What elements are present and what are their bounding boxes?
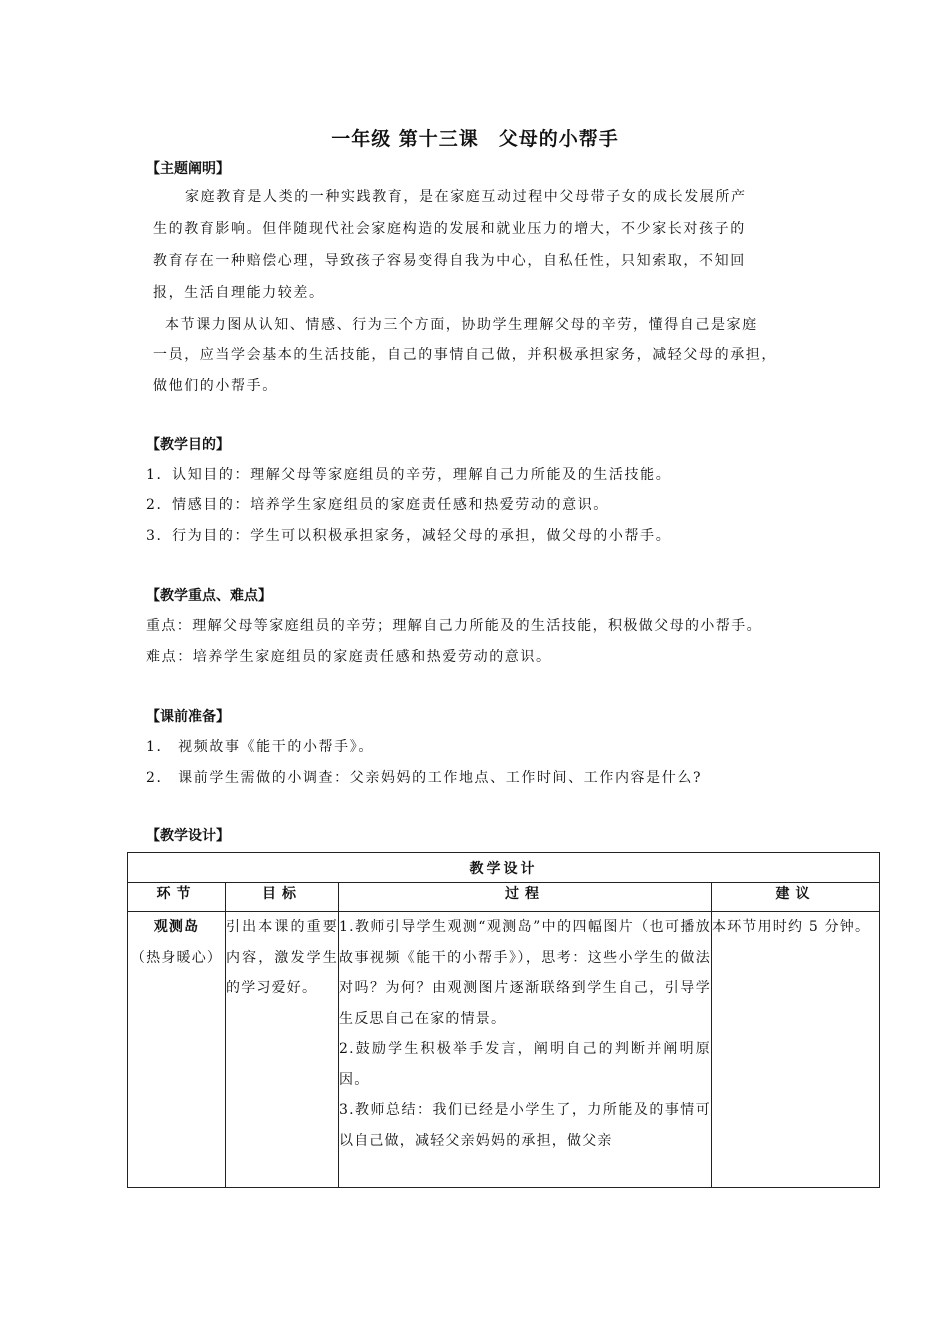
process-cell — [339, 912, 712, 1188]
preparation-heading: 【课前准备】 — [146, 709, 230, 725]
theme-line: 一员，应当学会基本的生活技能，自己的事情自己做，并积极承担家务，减轻父母的承担， — [153, 347, 777, 363]
keypoints-heading: 【教学重点、难点】 — [146, 588, 272, 604]
objective-item: 1．认知目的：理解父母等家庭组员的辛劳，理解自己力所能及的生活技能。 — [146, 467, 672, 483]
column-header-suggestion: 建议 — [712, 883, 880, 912]
process-step: 1.教师引导学生观测“观测岛”中的四幅图片（也可播放故事视频《能干的小帮手》），思考：这些小学生的做法对吗？为何？由观测图片逐渐联络到学生自己，引导学生反思自己在家的情景。 — [339, 919, 711, 1027]
process-step: 2.鼓励学生积极举手发言，阐明自己的判断并阐明原因。 — [339, 1041, 711, 1088]
design-heading: 【教学设计】 — [146, 828, 230, 844]
column-header-goal: 目标 — [226, 883, 339, 912]
table-title: 教学设计 — [128, 853, 880, 883]
process-step: 3.教师总结：我们已经是小学生了，力所能及的事情可以自己做，减轻父亲妈妈的承担，做父亲 — [339, 1102, 711, 1149]
keypoint-item: 难点：培养学生家庭组员的家庭责任感和热爱劳动的意识。 — [146, 649, 552, 665]
theme-heading: 【主题阐明】 — [146, 161, 230, 177]
column-header-process: 过程 — [339, 883, 712, 912]
objective-item: 2．情感目的：培养学生家庭组员的家庭责任感和热爱劳动的意识。 — [146, 497, 609, 513]
table-row — [128, 912, 880, 1188]
theme-line: 报，生活自理能力较差。 — [153, 285, 325, 301]
column-header-stage: 环节 — [128, 883, 226, 912]
goal-cell: 引出本课的重要内容，激发学生的学习爱好。 — [226, 912, 339, 1188]
objective-item: 3．行为目的：学生可以积极承担家务，减轻父母的承担，做父母的小帮手。 — [146, 528, 672, 544]
theme-line: 教育存在一种赔偿心理，导致孩子容易变得自我为中心，自私任性，只知索取，不知回 — [153, 253, 746, 269]
theme-line: 做他们的小帮手。 — [153, 378, 278, 394]
page-title: 一年级 第十三课 父母的小帮手 — [331, 128, 619, 150]
teaching-design-table — [127, 852, 880, 1188]
stage-subtitle: （热身暖心） — [130, 949, 223, 966]
objectives-heading: 【教学目的】 — [146, 437, 230, 453]
preparation-item: 2． 课前学生需做的小调查：父亲妈妈的工作地点、工作时间、工作内容是什么? — [146, 770, 703, 786]
theme-line: 本节课力图从认知、情感、行为三个方面，协助学生理解父母的辛劳，懂得自己是家庭 — [165, 317, 758, 333]
stage-cell — [128, 912, 226, 1188]
preparation-item: 1． 视频故事《能干的小帮手》。 — [146, 739, 374, 755]
keypoint-item: 重点：理解父母等家庭组员的辛劳；理解自己力所能及的生活技能，积极做父母的小帮手。 — [146, 618, 762, 634]
theme-line: 家庭教育是人类的一种实践教育，是在家庭互动过程中父母带子女的成长发展所产 — [185, 189, 747, 205]
suggestion-cell: 本环节用时约 5 分钟。 — [712, 912, 880, 1188]
theme-line: 生的教育影响。但伴随现代社会家庭构造的发展和就业压力的增大，不少家长对孩子的 — [153, 221, 746, 237]
stage-name: 观测岛 — [153, 919, 200, 935]
